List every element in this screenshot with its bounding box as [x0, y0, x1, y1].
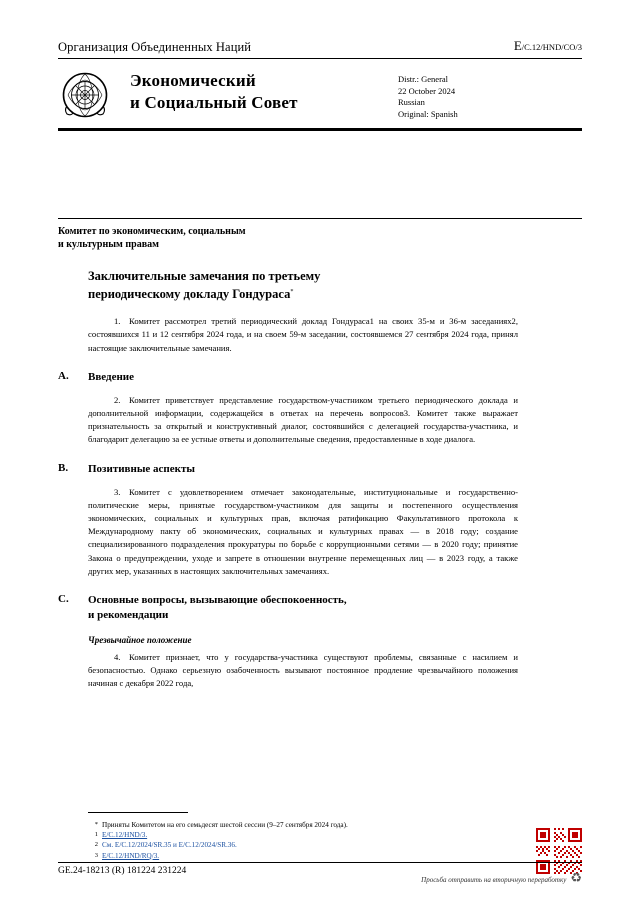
recycle-note — [421, 866, 582, 886]
footnote-text: Приняты Комитетом на его семьдесят шестой сессии (9–27 сентября 2024 года). — [102, 821, 348, 829]
committee-name-line1: Комитет по экономическим, социальным — [58, 226, 246, 237]
page-title-line1: Заключительные замечания по третьему — [88, 269, 321, 283]
section-c-title-line1: Основные вопросы, вызывающие обеспокоенность, — [88, 594, 347, 606]
section-a-letter: A. — [58, 369, 69, 382]
section-a-title: Введение — [88, 370, 135, 383]
footnote-item — [88, 851, 508, 861]
footnote-item — [88, 830, 508, 840]
section-c-title — [88, 593, 347, 623]
footnote-link[interactable]: E/C.12/HND/RQ/3. — [102, 851, 160, 860]
section-c-heading — [58, 593, 528, 623]
footnote-marker: 2 — [94, 841, 98, 849]
title-footnote-marker: * — [290, 288, 294, 295]
document-language: Russian — [398, 97, 425, 107]
recycle-icon: ♻ — [570, 870, 582, 885]
ge-code: GE.24-18213 (R) 181224 231224 — [58, 866, 187, 876]
section-c-title-line2: и рекомендации — [88, 609, 169, 621]
page-header — [58, 38, 582, 55]
footnote-item — [88, 840, 508, 850]
section-c-letter: C. — [58, 593, 69, 605]
committee-divider — [58, 218, 582, 219]
footnote-marker: 3 — [94, 851, 98, 859]
document-original-language: Original: Spanish — [398, 108, 458, 119]
footnote-item — [88, 820, 508, 830]
page-footer — [58, 866, 582, 886]
page-title-line2: периодическому докладу Гондураса — [88, 287, 291, 302]
footnote-marker: 1 — [94, 831, 98, 839]
committee-name — [58, 225, 458, 251]
header-divider — [58, 58, 582, 59]
footer-divider — [58, 862, 582, 863]
section-b-heading — [58, 462, 528, 477]
masthead-title — [130, 70, 298, 114]
masthead — [58, 68, 582, 126]
document-date: 22 October 2024 — [398, 85, 456, 96]
distribution-info — [398, 74, 458, 120]
symbol-rest: /C.12/HND/CO/3 — [521, 42, 582, 52]
document-symbol — [514, 38, 582, 55]
section-b-title: Позитивные аспекты — [88, 462, 195, 475]
un-emblem-icon — [62, 72, 108, 118]
page-title — [88, 268, 518, 302]
paragraph-4: 4. Комитет признает, что у государства-участника существуют проблемы, связанные с насилием и безопасностью. Однако серьезную озабоченность вызывают постоянное продление чрезвычайного положения начиная с декабря 2022 года, — [88, 652, 518, 689]
distribution-type: Distr.: General — [398, 74, 449, 84]
subsection-heading-state-of-emergency: Чрезвычайное положение — [88, 635, 192, 645]
organization-name: Организация Объединенных Наций — [58, 40, 252, 54]
paragraph-3: 3. Комитет с удовлетворением отмечает законодательные, институциональные и государственно-политические меры, принятые государством-участником для защиты и постепенного осуществления экономических, социальных и культурных прав, включая ратификацию Факультативного протокола к Международному пакту об экономических, социальных и культурных правах — в 2018 году; создание специализированного подразделения прокуратуры по борьбе с коррупционными сетями — в 2020 году; принятие Закона о предупреждении, уходе и запрете в отношении внутренне перемещенных лиц — в 2023 году, а также других мер, указанных в настоящих заключительных замечаниях. — [88, 486, 518, 576]
footnote-text: См. E/C.12/2024/SR.35 и E/C.12/2024/SR.36. — [102, 841, 237, 850]
footnote-link[interactable]: E/C.12/HND/3. — [102, 831, 148, 840]
paragraph-1: 1. Комитет рассмотрел третий периодический доклад Гондураса1 на своих 35-м и 36-м заседаниях2, состоявшихся 11 и 12 сентября 2024 года, и на своем 59-м заседании, состоявшемся 27 сентября 2024 года, принял настоящие заключительные замечания. — [88, 316, 518, 353]
footnotes — [88, 820, 508, 861]
committee-name-line2: и культурным правам — [58, 239, 159, 250]
page-title-line2-wrap — [88, 284, 518, 302]
document-body — [58, 268, 582, 691]
masthead-title-line1: Экономический — [130, 71, 256, 90]
masthead-divider — [58, 128, 582, 131]
masthead-title-line2: и Социальный Совет — [130, 93, 298, 112]
symbol-prefix: E — [513, 38, 522, 53]
footnote-divider — [88, 812, 188, 813]
footnote-marker: * — [94, 821, 98, 828]
section-b-letter: B. — [58, 461, 69, 474]
recycle-note-text: Просьба отправить на вторичную переработку — [421, 876, 567, 884]
paragraph-2: 2. Комитет приветствует представление государством-участником третьего периодического доклада и дополнительной информации, содержащейся в ответах на перечень вопросов3. Комитет также выражает признательность за открытый и конструктивный диалог, состоявшийся с делегацией государства-участника, и благодарит делегацию за ее устные ответы и дополнительные сведения, предоставленные в ходе диалога. — [88, 394, 518, 445]
section-a-heading — [58, 370, 528, 385]
